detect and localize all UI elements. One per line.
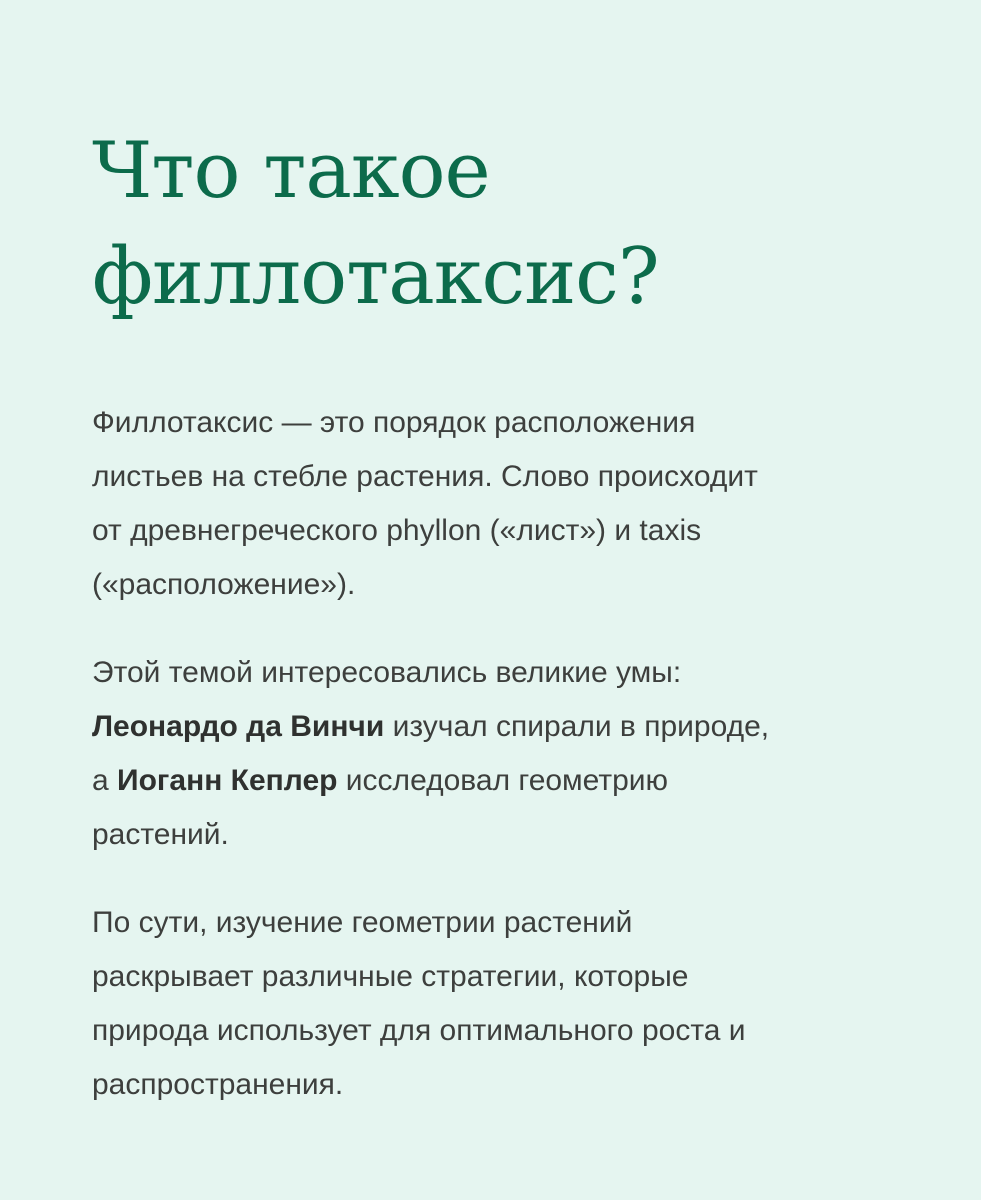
name-kepler: Иоганн Кеплер [117, 764, 338, 797]
paragraph-line: («расположение»). [92, 568, 356, 601]
paragraph-line [92, 754, 921, 808]
paragraph-fragment: исследовал геометрию [337, 764, 669, 797]
name-leonardo: Леонардо да Винчи [92, 710, 385, 743]
paragraph-line: распространения. [92, 1068, 344, 1101]
paragraph-summary [92, 896, 921, 1112]
paragraph-line: Этой темой интересовались великие умы: [92, 656, 682, 689]
paragraph-line: от древнегреческого phyllon («лист») и taxis [92, 514, 702, 547]
paragraph-line: По сути, изучение геометрии растений [92, 906, 633, 939]
title-line-1: Что такое [92, 126, 490, 216]
page-title [92, 118, 921, 330]
paragraph-fragment: а [92, 764, 118, 797]
body-text [92, 396, 921, 1112]
paragraph-history [92, 646, 921, 862]
paragraph-line: листьев на стебле растения. Слово происходит [92, 460, 758, 493]
title-line-2: филлотаксис? [92, 232, 659, 322]
paragraph-fragment: изучал спирали в природе, [384, 710, 770, 743]
paragraph-line: Филлотаксис — это порядок расположения [92, 406, 696, 439]
paragraph-line [92, 700, 921, 754]
paragraph-definition [92, 396, 921, 612]
paragraph-line: природа использует для оптимального роста и [92, 1014, 746, 1047]
paragraph-line: растений. [92, 818, 229, 851]
paragraph-line: раскрывает различные стратегии, которые [92, 960, 689, 993]
